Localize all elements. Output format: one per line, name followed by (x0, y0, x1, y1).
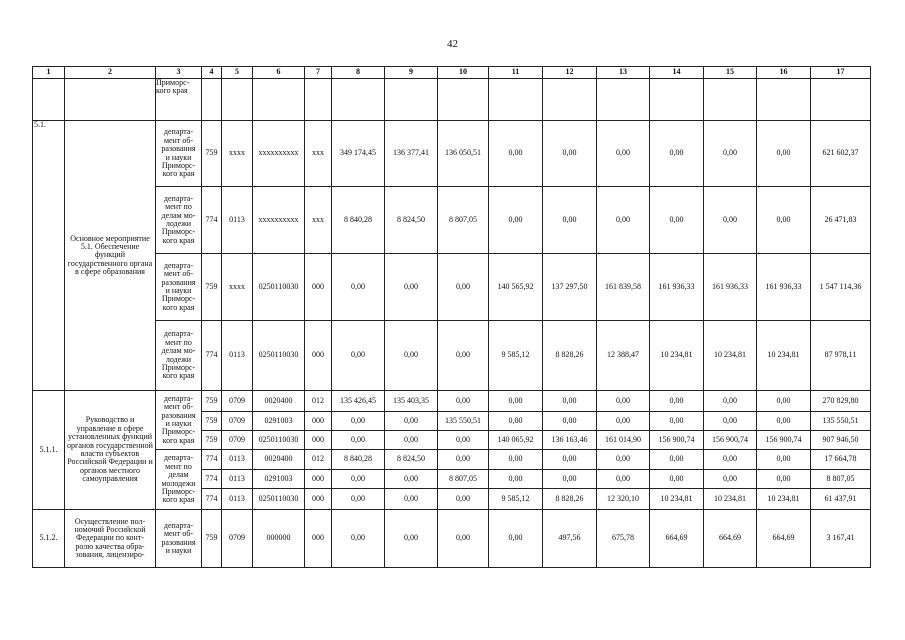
table-row-5-1-2 (33, 510, 871, 568)
cell-c6: 000000 (253, 510, 305, 568)
cell-c10: 0,00 (438, 254, 489, 321)
cell-c8: 0,00 (332, 321, 385, 391)
continuation-row (33, 79, 871, 121)
cell-c8: 8 840,28 (332, 450, 385, 470)
cell-c7 (305, 79, 332, 121)
cell-c12: 0,00 (543, 412, 597, 431)
section-name-5-1-1: Руководство и управление в сфере установленных функций органов государственной власти субъектов Российской Федерации и органов местного самоуправления (65, 391, 156, 510)
cell-c10: 8 807,05 (438, 187, 489, 254)
cell-c4 (202, 79, 222, 121)
cell-c3: департа- мент по делам мо- лодежи Приморс- кого края (156, 187, 202, 254)
cell-c9: 0,00 (385, 321, 438, 391)
cell-c15: 664,69 (704, 510, 757, 568)
column-header-5: 5 (222, 67, 253, 79)
cell-c16: 156 900,74 (757, 431, 811, 450)
cell-c6 (253, 79, 305, 121)
cell-c10: 0,00 (438, 431, 489, 450)
cell-c10: 0,00 (438, 510, 489, 568)
cell-c11: 140 565,92 (489, 254, 543, 321)
cell-c13: 0,00 (597, 412, 650, 431)
cell-c17: 26 471,83 (811, 187, 871, 254)
cell-c11: 0,00 (489, 510, 543, 568)
table-body (33, 67, 871, 568)
cell-c13: 12 388,47 (597, 321, 650, 391)
cell-c8: 0,00 (332, 254, 385, 321)
cell-c7: ххх (305, 187, 332, 254)
cell-c7: 000 (305, 470, 332, 489)
header-row (33, 67, 871, 79)
cell-c15: 0,00 (704, 412, 757, 431)
cell-c14: 10 234,81 (650, 321, 704, 391)
cell-c5: хххх (222, 254, 253, 321)
cell-c6: хххххххххх (253, 121, 305, 187)
table-row-5-1 (33, 254, 871, 321)
table-row-5-1-1 (33, 450, 871, 470)
section-code-5-1-1: 5.1.1. (33, 391, 65, 510)
cell-c16: 10 234,81 (757, 321, 811, 391)
cell-c3-dept-youth: департа- мент по делам молодежи Приморс- кого края (156, 450, 202, 510)
column-header-17: 17 (811, 67, 871, 79)
cell-c14 (650, 79, 704, 121)
cell-c7: 000 (305, 431, 332, 450)
column-header-7: 7 (305, 67, 332, 79)
cell-c5: 0709 (222, 510, 253, 568)
cell-c12: 8 828,26 (543, 489, 597, 510)
cell-c16: 0,00 (757, 470, 811, 489)
cell-c7: ххх (305, 121, 332, 187)
cell-c15: 156 900,74 (704, 431, 757, 450)
cell-c12: 0,00 (543, 450, 597, 470)
column-header-16: 16 (757, 67, 811, 79)
cell-c3: Приморс- кого края (156, 79, 202, 121)
cell-c12: 136 163,46 (543, 431, 597, 450)
column-header-6: 6 (253, 67, 305, 79)
cell-c17: 621 602,37 (811, 121, 871, 187)
budget-table (32, 66, 871, 568)
cell-c17: 8 807,05 (811, 470, 871, 489)
cell-c16: 664,69 (757, 510, 811, 568)
cell-c13: 0,00 (597, 450, 650, 470)
cell-c7: 000 (305, 412, 332, 431)
cell-c13: 675,78 (597, 510, 650, 568)
column-header-4: 4 (202, 67, 222, 79)
cell-c4: 774 (202, 187, 222, 254)
cell-c17: 61 437,91 (811, 489, 871, 510)
cell-c7: 012 (305, 450, 332, 470)
cell-c11: 140 065,92 (489, 431, 543, 450)
cell-c15: 0,00 (704, 470, 757, 489)
cell-c6: 0250110030 (253, 254, 305, 321)
cell-c6: хххххххххх (253, 187, 305, 254)
cell-c5 (222, 79, 253, 121)
cell-c10: 0,00 (438, 391, 489, 412)
cell-c17: 270 829,80 (811, 391, 871, 412)
cell-c6: 0291003 (253, 470, 305, 489)
column-header-2: 2 (65, 67, 156, 79)
cell-c7: 012 (305, 391, 332, 412)
cell-c17: 907 946,50 (811, 431, 871, 450)
cell-c10: 0,00 (438, 489, 489, 510)
cell-c4: 759 (202, 510, 222, 568)
cell-c14: 664,69 (650, 510, 704, 568)
cell-c5: 0113 (222, 450, 253, 470)
cell-c11: 0,00 (489, 391, 543, 412)
cell-c12: 0,00 (543, 121, 597, 187)
cell-c15 (704, 79, 757, 121)
cell-c10: 8 807,05 (438, 470, 489, 489)
cell-c5: 0113 (222, 321, 253, 391)
cell-c13: 0,00 (597, 121, 650, 187)
section-code-5-1: 5.1. (33, 121, 65, 391)
cell-c16: 0,00 (757, 412, 811, 431)
cell-c8: 0,00 (332, 412, 385, 431)
cell-c16: 10 234,81 (757, 489, 811, 510)
cell-c14: 0,00 (650, 391, 704, 412)
cell-c14: 156 900,74 (650, 431, 704, 450)
column-header-9: 9 (385, 67, 438, 79)
cell-c9: 0,00 (385, 470, 438, 489)
cell-c3: департа- мент об- разования и науки (156, 510, 202, 568)
cell-c10: 0,00 (438, 450, 489, 470)
cell-c6: 0250110030 (253, 321, 305, 391)
cell-c5: 0709 (222, 412, 253, 431)
cell-c12: 0,00 (543, 391, 597, 412)
cell-c15: 0,00 (704, 121, 757, 187)
column-header-12: 12 (543, 67, 597, 79)
cell-c17 (811, 79, 871, 121)
cell-c5: 0113 (222, 489, 253, 510)
cell-c9: 135 403,35 (385, 391, 438, 412)
cell-c12: 8 828,26 (543, 321, 597, 391)
section-code-5-1-2: 5.1.2. (33, 510, 65, 568)
cell-c17: 3 167,41 (811, 510, 871, 568)
cell-c9: 0,00 (385, 254, 438, 321)
cell-c9: 0,00 (385, 489, 438, 510)
cell-c2 (65, 79, 156, 121)
cell-c5: 0113 (222, 187, 253, 254)
cell-c14: 0,00 (650, 470, 704, 489)
cell-c6: 0250110030 (253, 431, 305, 450)
cell-c13 (597, 79, 650, 121)
cell-c15: 0,00 (704, 187, 757, 254)
table-row-5-1 (33, 187, 871, 254)
column-header-8: 8 (332, 67, 385, 79)
cell-c11: 0,00 (489, 121, 543, 187)
cell-c4: 774 (202, 450, 222, 470)
cell-c5: 0113 (222, 470, 253, 489)
cell-c14: 161 936,33 (650, 254, 704, 321)
cell-c16: 0,00 (757, 121, 811, 187)
cell-c17: 135 550,51 (811, 412, 871, 431)
column-header-10: 10 (438, 67, 489, 79)
cell-c13: 12 320,10 (597, 489, 650, 510)
cell-c16: 0,00 (757, 187, 811, 254)
cell-c12 (543, 79, 597, 121)
cell-c17: 87 978,11 (811, 321, 871, 391)
cell-c8: 135 426,45 (332, 391, 385, 412)
cell-c8: 0,00 (332, 431, 385, 450)
cell-c17: 1 547 114,36 (811, 254, 871, 321)
cell-c11: 9 585,12 (489, 321, 543, 391)
cell-c9: 8 824,50 (385, 187, 438, 254)
cell-c12: 0,00 (543, 470, 597, 489)
column-header-11: 11 (489, 67, 543, 79)
cell-c6: 0250110030 (253, 489, 305, 510)
cell-c4: 774 (202, 489, 222, 510)
table-row-5-1-1 (33, 391, 871, 412)
cell-c12: 137 297,50 (543, 254, 597, 321)
cell-c7: 000 (305, 510, 332, 568)
section-name-5-1-2: Осуществление пол- номочий Российской Федерации по конт- ролю качества обра- зования, лицензиро- (65, 510, 156, 568)
cell-c9: 8 824,50 (385, 450, 438, 470)
cell-c9: 0,00 (385, 431, 438, 450)
cell-c8: 0,00 (332, 470, 385, 489)
cell-c14: 0,00 (650, 187, 704, 254)
cell-c6: 0020400 (253, 391, 305, 412)
cell-c4: 759 (202, 121, 222, 187)
cell-c6: 0020400 (253, 450, 305, 470)
cell-c8: 8 840,28 (332, 187, 385, 254)
column-header-14: 14 (650, 67, 704, 79)
cell-c10: 135 550,51 (438, 412, 489, 431)
cell-c1 (33, 79, 65, 121)
cell-c4: 759 (202, 431, 222, 450)
cell-c13: 0,00 (597, 470, 650, 489)
cell-c14: 0,00 (650, 412, 704, 431)
cell-c16: 0,00 (757, 391, 811, 412)
cell-c10 (438, 79, 489, 121)
cell-c4: 759 (202, 254, 222, 321)
cell-c9 (385, 79, 438, 121)
cell-c5: 0709 (222, 431, 253, 450)
cell-c9: 0,00 (385, 510, 438, 568)
cell-c17: 17 664,78 (811, 450, 871, 470)
cell-c3: департа- мент по делам мо- лодежи Приморс- кого края (156, 321, 202, 391)
cell-c3: департа- мент об- разования и науки Приморс- кого края (156, 254, 202, 321)
cell-c11: 0,00 (489, 187, 543, 254)
page-number: 42 (447, 38, 458, 50)
cell-c7: 000 (305, 321, 332, 391)
column-header-3: 3 (156, 67, 202, 79)
cell-c11: 0,00 (489, 470, 543, 489)
column-header-1: 1 (33, 67, 65, 79)
cell-c8 (332, 79, 385, 121)
cell-c16: 0,00 (757, 450, 811, 470)
cell-c11: 9 585,12 (489, 489, 543, 510)
cell-c11: 0,00 (489, 412, 543, 431)
cell-c13: 161 839,58 (597, 254, 650, 321)
cell-c15: 0,00 (704, 450, 757, 470)
cell-c15: 0,00 (704, 391, 757, 412)
column-header-13: 13 (597, 67, 650, 79)
cell-c16: 161 936,33 (757, 254, 811, 321)
column-header-15: 15 (704, 67, 757, 79)
cell-c12: 0,00 (543, 187, 597, 254)
section-name-5-1: Основное мероприятие 5.1. Обеспечение функций государственного органа в сфере образования (65, 121, 156, 391)
cell-c8: 0,00 (332, 510, 385, 568)
cell-c14: 10 234,81 (650, 489, 704, 510)
cell-c14: 0,00 (650, 450, 704, 470)
cell-c10: 0,00 (438, 321, 489, 391)
cell-c13: 161 014,90 (597, 431, 650, 450)
cell-c4: 774 (202, 321, 222, 391)
table-row-5-1 (33, 321, 871, 391)
cell-c7: 000 (305, 489, 332, 510)
cell-c15: 10 234,81 (704, 321, 757, 391)
cell-c13: 0,00 (597, 391, 650, 412)
cell-c4: 759 (202, 412, 222, 431)
cell-c15: 10 234,81 (704, 489, 757, 510)
cell-c4: 759 (202, 391, 222, 412)
cell-c9: 0,00 (385, 412, 438, 431)
table-row-5-1 (33, 121, 871, 187)
cell-c6: 0291003 (253, 412, 305, 431)
cell-c4: 774 (202, 470, 222, 489)
cell-c5: 0709 (222, 391, 253, 412)
cell-c5: хххх (222, 121, 253, 187)
cell-c13: 0,00 (597, 187, 650, 254)
cell-c7: 000 (305, 254, 332, 321)
cell-c10: 136 050,51 (438, 121, 489, 187)
cell-c8: 349 174,45 (332, 121, 385, 187)
cell-c12: 497,56 (543, 510, 597, 568)
cell-c3: департа- мент об- разования и науки Приморс- кого края (156, 121, 202, 187)
cell-c8: 0,00 (332, 489, 385, 510)
cell-c9: 136 377,41 (385, 121, 438, 187)
cell-c11 (489, 79, 543, 121)
cell-c3-dept-education: департа- мент об- разования и науки Приморс- кого края (156, 391, 202, 450)
cell-c11: 0,00 (489, 450, 543, 470)
cell-c14: 0,00 (650, 121, 704, 187)
cell-c15: 161 936,33 (704, 254, 757, 321)
cell-c16 (757, 79, 811, 121)
